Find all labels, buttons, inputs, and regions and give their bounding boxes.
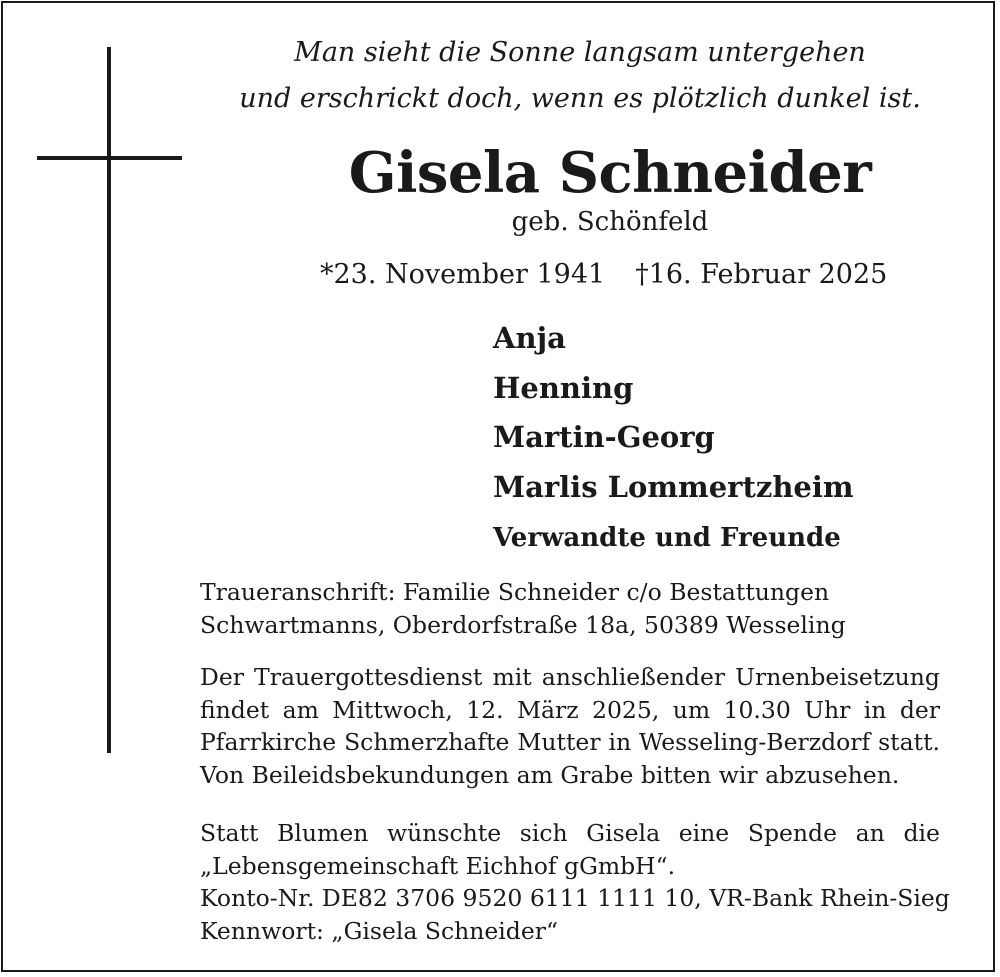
word: Wesseling-Berzdorf bbox=[638, 728, 871, 756]
word: 2025, bbox=[592, 695, 660, 724]
birth-date: *23. November 1941 bbox=[320, 259, 606, 290]
funeral-service-info bbox=[200, 661, 940, 791]
memorial-quote bbox=[200, 30, 960, 122]
word: in bbox=[608, 728, 632, 756]
word: findet bbox=[200, 695, 270, 724]
word: Statt bbox=[200, 819, 259, 847]
cross-horizontal-bar bbox=[37, 156, 182, 160]
donation-line: „Lebensgemeinschaft Eichhof gGmbH“. bbox=[200, 851, 676, 880]
donation-info bbox=[200, 817, 950, 947]
word: 10.30 bbox=[723, 695, 791, 724]
maiden-name: geb. Schönfeld bbox=[511, 207, 709, 237]
word: eine bbox=[678, 819, 730, 847]
mourners-list bbox=[493, 314, 854, 564]
mourners-closing: Verwandte und Freunde bbox=[493, 523, 841, 553]
word: Mittwoch, bbox=[332, 695, 453, 724]
word: statt. bbox=[878, 728, 940, 756]
donation-line bbox=[200, 817, 940, 850]
deceased-name: Gisela Schneider bbox=[348, 140, 872, 206]
word: in bbox=[863, 695, 887, 724]
word: an bbox=[855, 819, 885, 847]
word: der bbox=[899, 695, 940, 724]
mourner-name: Marlis Lommertzheim bbox=[493, 469, 854, 504]
mourning-address bbox=[200, 576, 940, 641]
word: am bbox=[282, 695, 319, 724]
mourner-name: Henning bbox=[493, 370, 634, 405]
word: Der bbox=[200, 663, 244, 691]
quote-line: Man sieht die Sonne langsam untergehen bbox=[294, 37, 866, 68]
cross-vertical-bar bbox=[107, 47, 111, 753]
password-line: Kennwort: „Gisela Schneider“ bbox=[200, 916, 559, 945]
word: Schmerzhafte bbox=[344, 728, 510, 756]
mourner-name: Anja bbox=[493, 321, 566, 355]
death-date: †16. Februar 2025 bbox=[635, 259, 888, 290]
word: sich bbox=[519, 819, 568, 847]
word: um bbox=[672, 695, 711, 724]
word: März bbox=[516, 695, 579, 724]
word: die bbox=[903, 819, 940, 847]
service-line bbox=[200, 726, 940, 759]
word: Trauergottesdienst bbox=[254, 663, 483, 691]
word: Urnenbeisetzung bbox=[735, 663, 940, 691]
word: Pfarrkirche bbox=[200, 728, 337, 756]
word: Spende bbox=[747, 819, 838, 847]
word: Mutter bbox=[517, 728, 601, 756]
bank-account-line: Konto-Nr. DE82 3706 9520 6111 1111 10, VR-Bank Rhein-Sieg bbox=[200, 884, 950, 912]
service-line bbox=[200, 661, 940, 694]
service-line: Von Beileidsbekundungen am Grabe bitten wir abzusehen. bbox=[200, 760, 900, 789]
word: mit bbox=[492, 663, 532, 691]
service-line bbox=[200, 694, 940, 727]
word: Blumen bbox=[277, 819, 369, 847]
address-line: Traueranschrift: Familie Schneider c/o Bestattungen bbox=[200, 578, 830, 606]
word: wünschte bbox=[387, 819, 502, 847]
quote-line: und erschrickt doch, wenn es plötzlich dunkel ist. bbox=[239, 83, 921, 114]
word: anschließender bbox=[541, 663, 726, 691]
word: Gisela bbox=[586, 819, 661, 847]
word: 12. bbox=[466, 695, 504, 724]
address-line: Schwartmanns, Oberdorfstraße 18a, 50389 Wesseling bbox=[200, 610, 846, 639]
word: Uhr bbox=[804, 695, 851, 724]
life-dates bbox=[320, 256, 887, 294]
mourner-name: Martin-Georg bbox=[493, 420, 715, 454]
